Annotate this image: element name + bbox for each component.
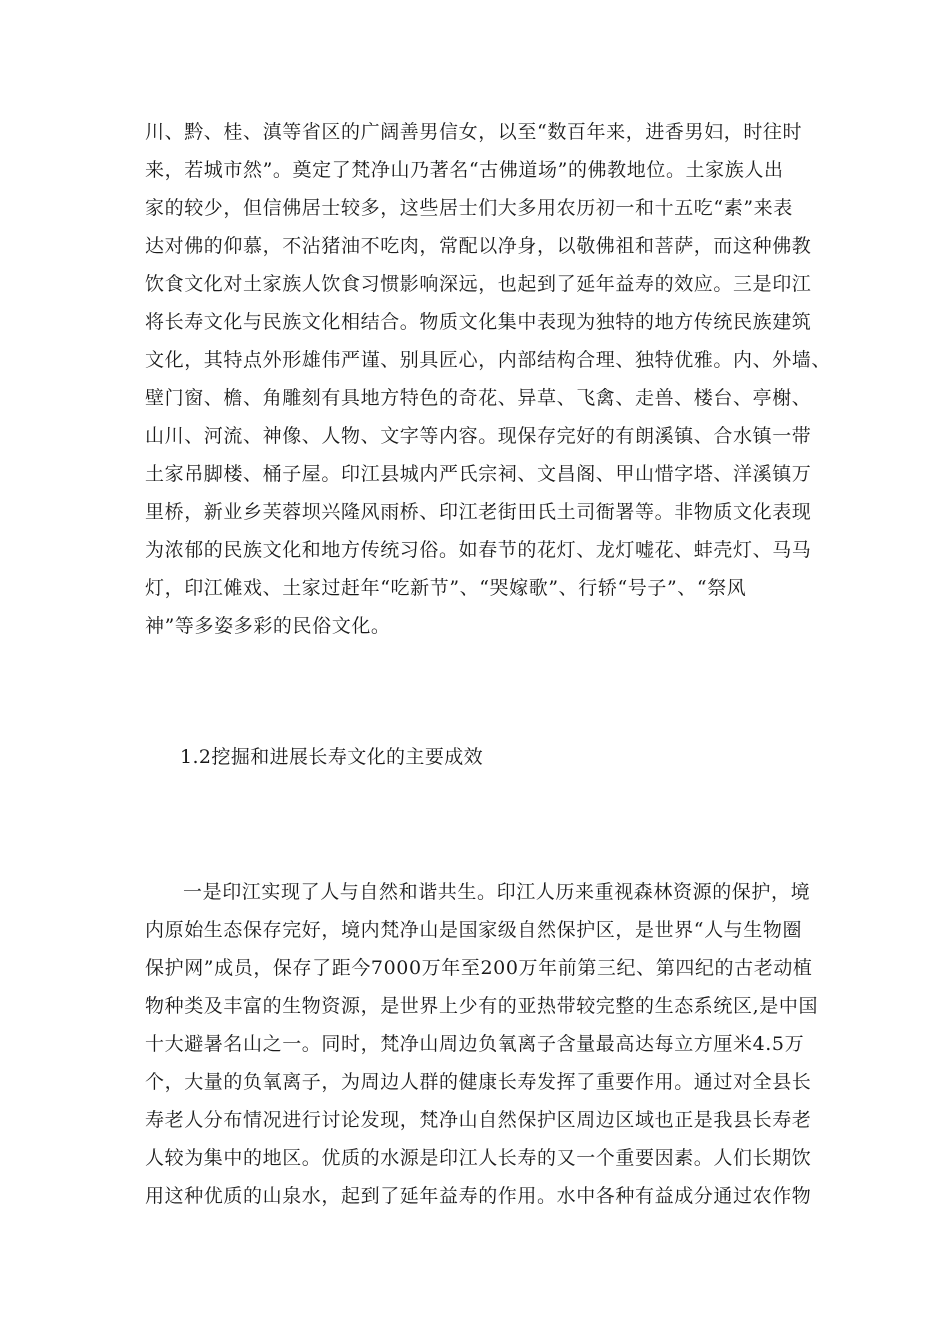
paragraph-line: 来，若城市然”。奠定了梵净山乃著名“古佛道场”的佛教地位。土家族人出	[145, 159, 784, 181]
paragraph-line: 里桥，新业乡芙蓉坝兴隆风雨桥、印江老街田氏土司衙署等。非物质文化表现	[145, 501, 812, 523]
paragraph-line: 为浓郁的民族文化和地方传统习俗。如春节的花灯、龙灯嘘花、蚌壳灯、马马	[145, 539, 812, 561]
paragraph-line: 山川、河流、神像、人物、文字等内容。现保存完好的有朗溪镇、合水镇一带	[145, 425, 812, 447]
paragraph-line: 物种类及丰富的生物资源，是世界上少有的亚热带较完整的生态系统区,是中国	[145, 995, 819, 1017]
paragraph-line: 川、黔、桂、滇等省区的广阔善男信女，以至“数百年来，进香男妇，时往时	[145, 121, 803, 143]
paragraph-line: 饮食文化对土家族人饮食习惯影响深远，也起到了延年益寿的效应。三是印江	[145, 273, 812, 295]
paragraph-line: 用这种优质的山泉水，起到了延年益寿的作用。水中各种有益成分通过农作物	[145, 1185, 812, 1207]
paragraph-line: 神”等多姿多彩的民俗文化。	[145, 615, 391, 637]
paragraph-line: 保护网”成员，保存了距今7000万年至200万年前第三纪、第四纪的古老动植	[145, 957, 813, 979]
paragraph-line: 内原始生态保存完好，境内梵净山是国家级自然保护区，是世界“人与生物圈	[145, 919, 803, 941]
paragraph-line: 一是印江实现了人与自然和谐共生。印江人历来重视森林资源的保护，境	[183, 881, 811, 903]
paragraph-line: 家的较少，但信佛居士较多，这些居士们大多用农历初一和十五吃“素”来表	[145, 197, 793, 219]
paragraph-line: 文化，其特点外形雄伟严谨、别具匠心，内部结构合理、独特优雅。内、外墙、	[145, 349, 832, 371]
paragraph-line: 达对佛的仰慕，不沾猪油不吃肉，常配以净身，以敬佛祖和菩萨，而这种佛教	[145, 235, 812, 257]
paragraph-line: 壁门窗、檐、角雕刻有具地方特色的奇花、异草、飞禽、走兽、楼台、亭榭、	[145, 387, 812, 409]
paragraph-line: 十大避暑名山之一。同时，梵净山周边负氧离子含量最高达每立方厘米4.5万	[145, 1033, 805, 1055]
section-heading: 1.2挖掘和进展长寿文化的主要成效	[180, 746, 484, 768]
paragraph-line: 个，大量的负氧离子，为周边人群的健康长寿发挥了重要作用。通过对全县长	[145, 1071, 812, 1093]
paragraph-line: 寿老人分布情况进行讨论发现，梵净山自然保护区周边区域也正是我县长寿老	[145, 1109, 812, 1131]
paragraph-line: 土家吊脚楼、桶子屋。印江县城内严氏宗祠、文昌阁、甲山惜字塔、洋溪镇万	[145, 463, 812, 485]
paragraph-line: 将长寿文化与民族文化相结合。物质文化集中表现为独特的地方传统民族建筑	[145, 311, 812, 333]
paragraph-line: 灯，印江傩戏、土家过赶年“吃新节”、“哭嫁歌”、行轿“号子”、“祭风	[145, 577, 747, 599]
paragraph-line: 人较为集中的地区。优质的水源是印江人长寿的又一个重要因素。人们长期饮	[145, 1147, 812, 1169]
